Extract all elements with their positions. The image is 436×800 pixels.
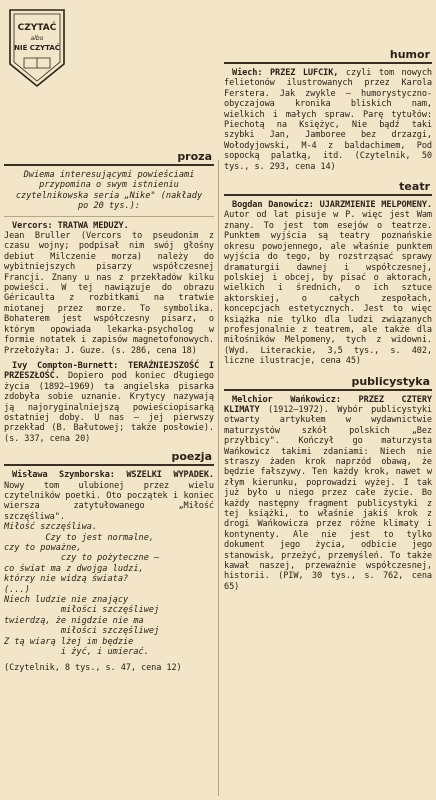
review-title: Melchior Wańkowicz: PRZEZ CZTERY KLIMATY <box>224 394 432 415</box>
review-body: Jean Bruller (Vercors to pseudonim z czasu wojny; podpisał nim swój głośny debiut Milczenie morza) należy do wybitniejszych pisarzy współczesnej Francji. Znany u nas z przekładów kilku powieści. W tej nawiązuje do obrazu Géricaulta z rozbitkami na tratwie miotanej przez morze. To symbolika. Bohaterem jest współczesny pisarz, o którym opowiada lekarka-psycholog w formie notatek i zapisów magnetofonowych. Przełożyła: J. Guze. (s. 286, cena 18) <box>4 231 214 356</box>
section-heading-proza: proza <box>4 150 214 166</box>
review-body: czyli tom nowych felietonów ilustrowanych przez Karola Ferstera. Jak zwykle — humorystyczno-obyczajowa kronika bliskich nam, wielkich i małych spraw. Parę tytułów: Piechotą na Księżyc, Nie bądź taki szybki Jan, Jamboree bez drzazgi, Wołodyjowski, M-4 z baldachimem, Pod sopocką palatką, itd. (Czytelnik, 50 tys., s. 293, cena 14) <box>224 68 433 172</box>
review-wiech <box>224 68 432 172</box>
badge-line1: CZYTAĆ <box>17 23 57 33</box>
review-title: Ivy Compton-Burnett: TERAŹNIEJSZOŚĆ I PRZESZŁOŚĆ. <box>4 360 214 382</box>
section-heading-teatr: teatr <box>224 180 432 196</box>
badge-line2: albo <box>30 35 44 42</box>
review-years: (1912—1972). <box>267 404 329 415</box>
review-body: Nowy tom ulubionej przez wielu czytelników poetki. Oto początek i koniec wiersza zatytułowanego „Miłość szczęśliwa". <box>4 480 214 522</box>
review-body: Autor od lat pisuje w P. więc jest Wam znany. To jest tom esejów o teatrze. Punktem wyjścia są teatry poznańskie okresu powojennego, ale właśnie punktem wyjścia do tego, by rozstrząsać sprawy dramaturgii dawnej i współczesnej, polskiej i obcej, by pisać o aktorach, wielkich i średnich, o ich sztuce aktorskiej, o całych zespołach, koncepcjach estetycznych. Jest to więc książka nie tylko dla ludzi związanych profesjonalnie z teatrem, ale także dla miłośników Melpomeny, tych z widowni. (Wyd. Literackie, 3,5 tys., s. 402, liczne ilustracje, cena 45) <box>224 210 432 367</box>
review-title: Wisława Szymborska: WSZELKI WYPADEK. <box>12 470 214 481</box>
section-heading-humor: humor <box>224 48 432 64</box>
review-wankowicz <box>224 395 432 593</box>
review-body: Dopiero pod koniec długiego życia (1892—1969) ta angielska pisarka zdobyła sobie uznanie. Krytycy nazywają ją najoryginalniejszą powieściopisarką ostatniej doby. U nas — jej pierwszy przekład (B. Bałutowej; także posłowie). (s. 337, cena 20) <box>4 371 215 444</box>
badge-line3: NIE CZYTAĆ <box>14 44 60 52</box>
left-column <box>4 2 214 679</box>
review-body: Wybór publicystyki otwarty artykułem w wydawnictwie maturzystów szkół polskich „Bez przyłbicy". Kończył go maturzysta Wańkowicz takimi zdaniami: Niech nie straszy żaden krok naprzód obawą, że będzie fałszywy. Ten każdy krok, nawet w złym kierunku, poprowadzi wyżej. I tak już było u niego przez całe życie. Bo każdy następny fragment publicystyki z tej książki, to właśnie jakiś krok z drogi Wańkowicza przez różne klimaty i kontynenty. Ale nie jest to tylko dokument jego życia, odbicie jego stanowisk, przeżyć, przemyśleń. To także kawał naszej, przeważnie współczesnej, historii. (PIW, 30 tys., s. 762, cena 65) <box>224 404 432 592</box>
poem-excerpt: Miłość szczęśliwa. Czy to jest normalne, czy to poważne, czy to pożyteczne — co świat ma z dwojga ludzi, którzy nie widzą świata? (...) Niech ludzie nie znający miłości szczęśliwej twierdzą, że nigdzie nie ma miłości szczęśliwej Z tą wiarą lżej im będzie i żyć, i umierać. <box>4 522 160 658</box>
review-footer: (Czytelnik, 8 tys., s. 47, cena 12) <box>4 663 182 674</box>
section-heading-publicystyka: publicystyka <box>224 375 432 391</box>
review-title: Wiech: PRZEZ LUFCIK, <box>232 68 339 78</box>
column-divider <box>218 160 219 796</box>
review-title: Bogdan Danowicz: UJARZMIENIE MELPOMENY. <box>232 200 432 211</box>
review-danowicz <box>224 200 432 367</box>
review-title: Vercors: TRATWA MEDUZY. <box>12 220 129 231</box>
review-szymborska <box>4 470 214 674</box>
review-vercors <box>4 221 214 356</box>
review-compton-burnett <box>4 361 214 444</box>
proza-intro: Dwiema interesującymi powieściami przypomina o swym istnieniu czytelnikowska seria „Nike" (nakłady po 20 tys.): <box>15 170 203 212</box>
section-heading-poezja: poezja <box>4 450 214 466</box>
right-column <box>224 48 432 597</box>
divider <box>4 216 214 217</box>
